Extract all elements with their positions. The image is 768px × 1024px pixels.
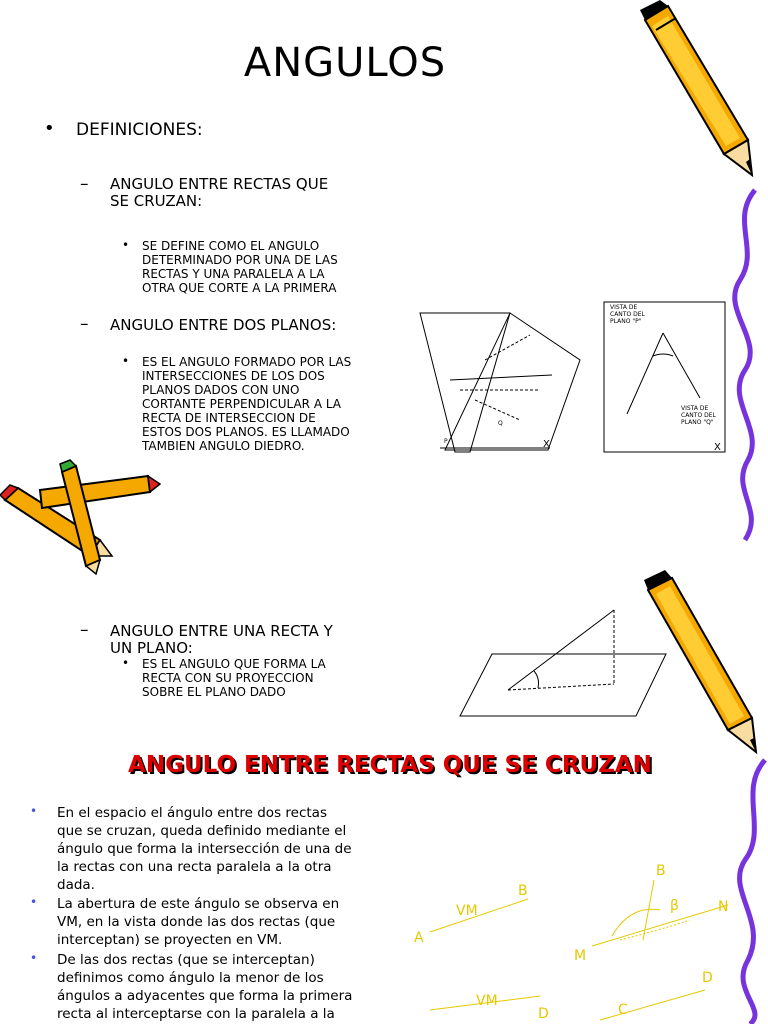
item1-heading-line: ANGULO ENTRE RECTAS QUE <box>110 175 329 193</box>
para-line: dada. <box>57 877 95 893</box>
desc-line: OTRA QUE CORTE A LA PRIMERA <box>142 281 337 295</box>
desc-line: DETERMINADO POR UNA DE LAS <box>142 253 338 267</box>
bullet-dot: • <box>30 804 38 818</box>
decorative-curve <box>740 760 765 1024</box>
desc-line: RECTA CON SU PROYECCION <box>142 671 314 685</box>
desc-line: CORTANTE PERPENDICULAR A LA <box>142 397 342 411</box>
label-d: D <box>538 1006 549 1022</box>
dash-marker: – <box>80 314 89 334</box>
label-c: C <box>618 1002 628 1018</box>
para-line: interceptan) se proyecten en VM. <box>57 932 283 948</box>
para-line: que se cruzan, queda definido mediante el <box>57 823 347 839</box>
desc-line: SOBRE EL PLANO DADO <box>142 685 286 699</box>
para-line: De las dos rectas (que se interceptan) <box>57 952 315 968</box>
label-beta: β <box>670 898 679 914</box>
label-line: CANTO DEL <box>681 412 716 419</box>
bullet-dot: • <box>122 354 130 368</box>
p-label: P <box>444 438 448 445</box>
bullet-dot: • <box>44 118 55 139</box>
x-axis-label: X <box>543 439 550 450</box>
label-m: M <box>574 948 587 964</box>
pencil-icon <box>644 570 756 752</box>
bullet-dot: • <box>122 656 130 670</box>
x-axis-label: X <box>714 442 721 453</box>
bullet-dot: • <box>122 238 130 252</box>
para-line: En el espacio el ángulo entre dos rectas <box>57 805 327 821</box>
bullet-dot: • <box>30 951 38 965</box>
bottom-diagram-labels <box>414 863 728 1022</box>
label-vm: VM <box>456 903 478 919</box>
para-line: ángulos a adyacentes que forma la primera <box>57 988 353 1004</box>
edge-view-bottom-label <box>681 405 716 426</box>
item3-heading-line: UN PLANO: <box>110 639 193 657</box>
desc-line: ESTOS DOS PLANOS. ES LLAMADO <box>142 425 350 439</box>
section-title: ANGULO ENTRE RECTAS QUE SE CRUZAN <box>128 752 652 778</box>
item1-heading-line: SE CRUZAN: <box>110 192 203 210</box>
label-d: D <box>702 970 713 986</box>
para-line: recta al interceptarse con la paralela a la <box>57 1006 335 1022</box>
para-line: VM, en la vista donde las dos rectas (que <box>57 914 336 930</box>
item2-heading: ANGULO ENTRE DOS PLANOS: <box>110 316 337 334</box>
label-b: B <box>656 863 666 879</box>
label-line: PLANO "Q" <box>681 419 714 426</box>
label-line: PLANO "P" <box>610 318 642 325</box>
dash-marker: – <box>80 174 89 194</box>
desc-line: INTERSECCIONES DE LOS DOS <box>142 369 325 383</box>
label-line: VISTA DE <box>681 405 709 412</box>
label-line: VISTA DE <box>610 304 638 311</box>
item3-heading-line: ANGULO ENTRE UNA RECTA Y <box>110 622 333 640</box>
label-vm: VM <box>476 993 498 1009</box>
desc-line: ES EL ANGULO QUE FORMA LA <box>142 657 326 671</box>
decorative-curve <box>735 190 755 540</box>
para-line: la rectas con una recta paralela a la otra <box>57 859 332 875</box>
para-line: La abertura de este ángulo se observa en <box>57 896 340 912</box>
label-line: CANTO DEL <box>610 311 645 318</box>
desc-line: ES EL ANGULO FORMADO POR LAS <box>142 355 352 369</box>
para-line: ángulo que forma la intersección de una de <box>57 841 352 857</box>
bullet-dot: • <box>30 895 38 909</box>
para-line: definimos como ángulo la menor de los <box>57 970 324 986</box>
crossed-pencils-icon <box>0 460 160 574</box>
line-plane-diagram <box>460 610 666 716</box>
label-n: N <box>718 899 729 915</box>
desc-line: RECTA DE INTERSECCION DE <box>142 411 316 425</box>
pencil-icon <box>640 0 752 175</box>
desc-line: RECTAS Y UNA PARALELA A LA <box>142 267 325 281</box>
desc-line: TAMBIEN ANGULO DIEDRO. <box>142 439 305 453</box>
definitions-label: DEFINICIONES: <box>76 120 203 140</box>
q-label: Q <box>498 420 503 427</box>
edge-view-top-label <box>610 304 645 325</box>
label-a: A <box>414 930 424 946</box>
desc-line: SE DEFINE COMO EL ANGULO <box>142 239 320 253</box>
dash-marker: – <box>80 620 89 640</box>
label-b: B <box>518 883 528 899</box>
page-title: ANGULOS <box>243 40 447 86</box>
desc-line: PLANOS DADOS CON UNO <box>142 383 300 397</box>
two-planes-diagram <box>420 313 580 452</box>
